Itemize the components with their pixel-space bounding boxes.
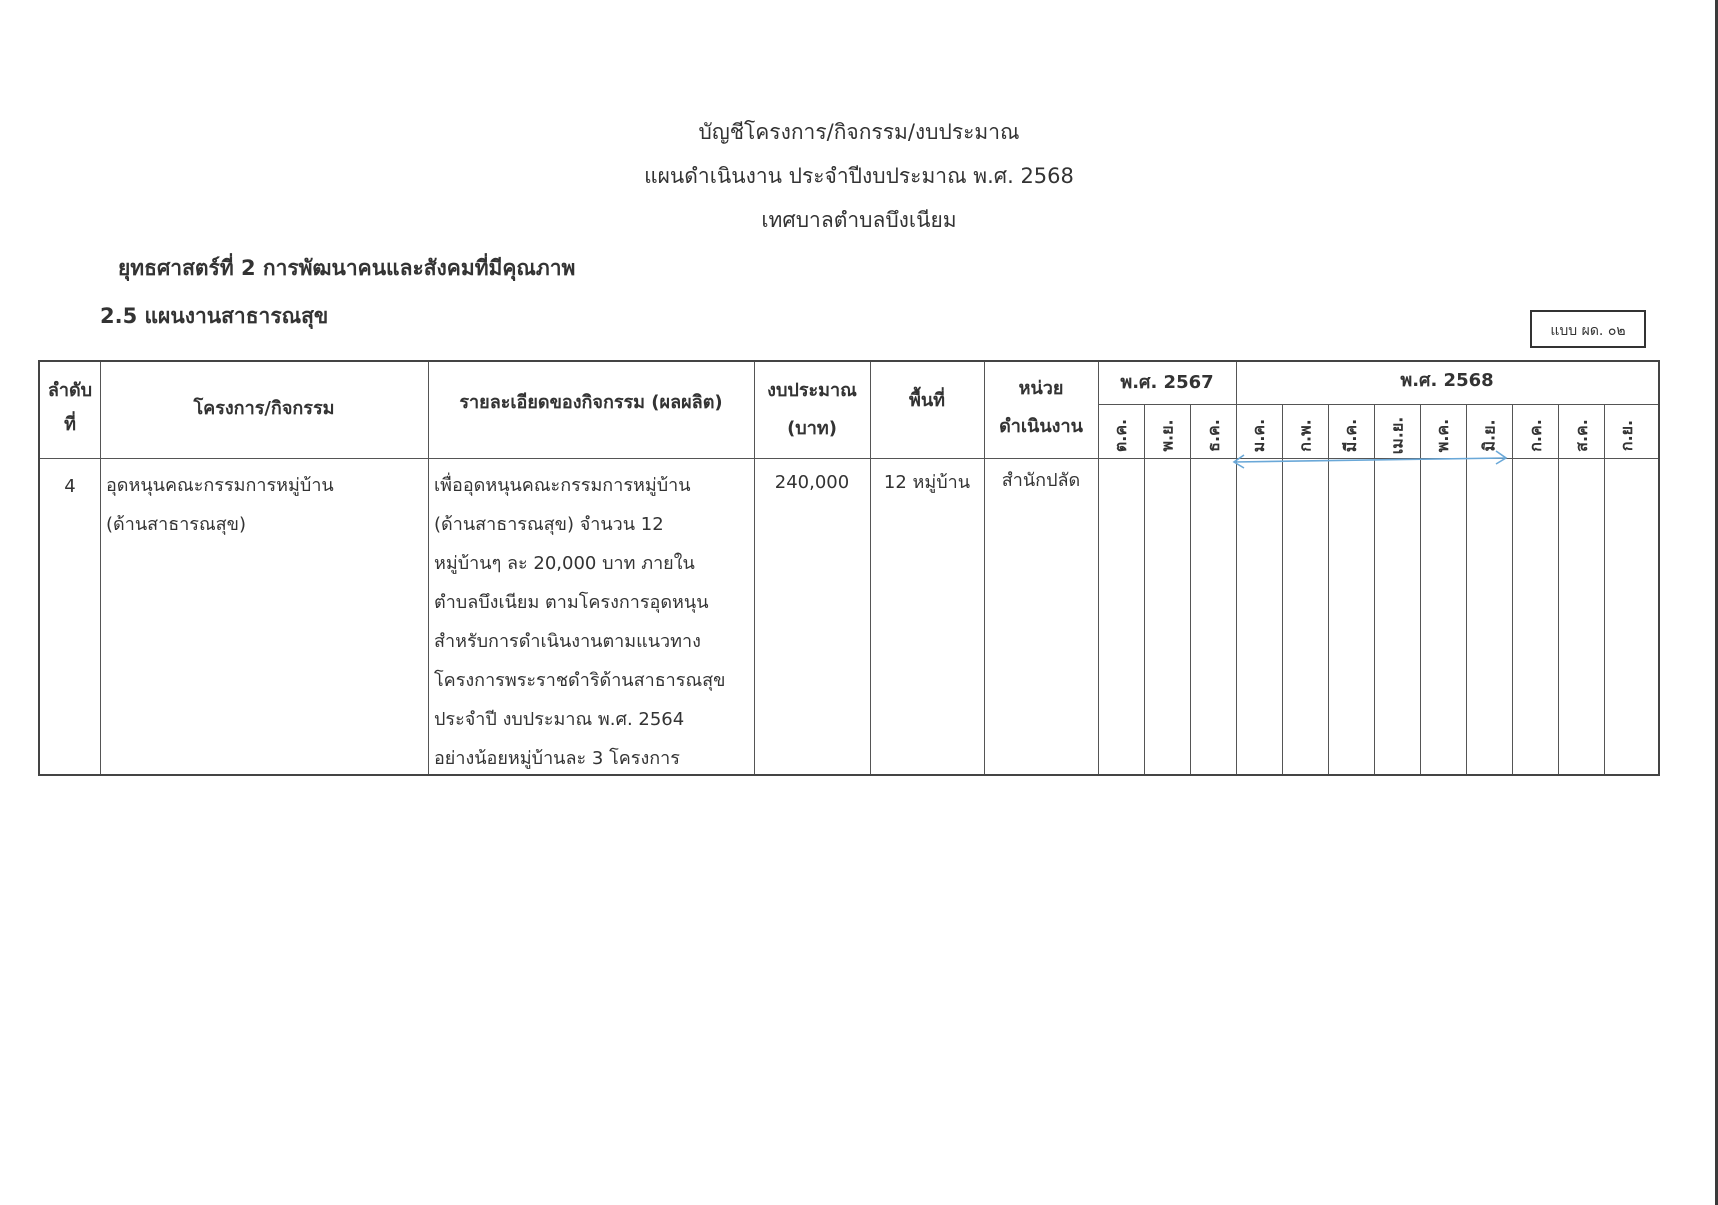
row-detail-line7: ประจำปี งบประมาณ พ.ศ. 2564 bbox=[434, 709, 685, 730]
header-year-2568: พ.ศ. 2568 bbox=[1400, 370, 1494, 391]
row-area: 12 หมู่บ้าน bbox=[883, 472, 971, 493]
schedule-double-arrow-icon bbox=[1230, 448, 1510, 472]
row-detail bbox=[434, 466, 752, 778]
header-unit bbox=[984, 370, 1098, 446]
month-dec: ธ.ค. bbox=[1203, 418, 1223, 452]
header-budget-line2: (บาท) bbox=[787, 418, 837, 439]
month-line-1 bbox=[1144, 404, 1145, 774]
header-no bbox=[40, 374, 100, 442]
plan-table bbox=[38, 360, 1660, 776]
col-line-4 bbox=[870, 362, 871, 774]
month-line-9 bbox=[1512, 404, 1513, 774]
header-year-2567: พ.ศ. 2567 bbox=[1120, 372, 1214, 393]
title-line-2: แผนดำเนินงาน ประจำปีงบประมาณ พ.ศ. 2568 bbox=[644, 164, 1074, 188]
month-jan: ม.ค. bbox=[1249, 418, 1269, 452]
month-apr: เม.ย. bbox=[1387, 416, 1407, 454]
month-line-11 bbox=[1604, 404, 1605, 774]
month-sep: ก.ย. bbox=[1617, 419, 1637, 451]
month-may: พ.ค. bbox=[1433, 418, 1453, 452]
col-line-6 bbox=[1098, 362, 1099, 774]
month-mar: มี.ค. bbox=[1341, 418, 1361, 452]
title-line-1: บัญชีโครงการ/กิจกรรม/งบประมาณ bbox=[698, 120, 1020, 144]
month-line-10 bbox=[1558, 404, 1559, 774]
col-line-2 bbox=[428, 362, 429, 774]
header-area: พื้นที่ bbox=[908, 390, 946, 411]
month-nov: พ.ย. bbox=[1157, 418, 1177, 452]
month-aug: ส.ค. bbox=[1571, 418, 1591, 452]
year-divider-line bbox=[1236, 362, 1237, 774]
row-detail-line8: อย่างน้อยหมู่บ้านละ 3 โครงการ bbox=[434, 748, 680, 769]
row-detail-line6: โครงการพระราชดำริด้านสาธารณสุข bbox=[434, 670, 726, 691]
header-no-line2: ที่ bbox=[64, 414, 76, 435]
header-project: โครงการ/กิจกรรม bbox=[193, 398, 335, 419]
title-line-3: เทศบาลตำบลบึงเนียม bbox=[761, 208, 957, 232]
header-no-line1: ลำดับ bbox=[47, 380, 93, 401]
row-detail-line1: เพื่ออุดหนุนคณะกรรมการหมู่บ้าน bbox=[434, 475, 691, 496]
header-unit-line1: หน่วย bbox=[1018, 378, 1064, 399]
strategy-heading: ยุทธศาสตร์ที่ 2 การพัฒนาคนและสังคมที่มีคุณภาพ bbox=[118, 256, 576, 280]
header-budget-line1: งบประมาณ bbox=[767, 380, 857, 401]
row-project-line1: อุดหนุนคณะกรรมการหมู่บ้าน bbox=[106, 475, 334, 496]
form-code-box: แบบ ผด. ๐๒ bbox=[1530, 310, 1646, 348]
header-unit-line2: ดำเนินงาน bbox=[999, 416, 1083, 437]
month-jun: มิ.ย. bbox=[1479, 418, 1499, 452]
month-line-2 bbox=[1190, 404, 1191, 774]
row-unit: สำนักปลัด bbox=[1001, 470, 1081, 491]
row-budget: 240,000 bbox=[774, 472, 850, 493]
month-feb: ก.พ. bbox=[1295, 418, 1315, 452]
header-detail: รายละเอียดของกิจกรรม (ผลผลิต) bbox=[459, 392, 723, 413]
month-oct: ต.ค. bbox=[1111, 418, 1131, 452]
row-detail-line3: หมู่บ้านๆ ละ 20,000 บาท ภายใน bbox=[434, 553, 695, 574]
schedule-arrow-line bbox=[1234, 458, 1506, 462]
header-budget bbox=[754, 372, 870, 448]
row-no: 4 bbox=[64, 476, 76, 497]
month-jul: ก.ค. bbox=[1525, 418, 1545, 452]
row-detail-line2: (ด้านสาธารณสุข) จำนวน 12 bbox=[434, 514, 664, 535]
row-detail-line5: สำหรับการดำเนินงานตามแนวทาง bbox=[434, 631, 701, 652]
row-detail-line4: ตำบลบึงเนียม ตามโครงการอุดหนุน bbox=[434, 592, 709, 613]
plan-heading: 2.5 แผนงานสาธารณสุข bbox=[100, 304, 329, 328]
row-project bbox=[106, 466, 424, 544]
row-project-line2: (ด้านสาธารณสุข) bbox=[106, 514, 246, 535]
year-bottom-line bbox=[1098, 404, 1658, 405]
